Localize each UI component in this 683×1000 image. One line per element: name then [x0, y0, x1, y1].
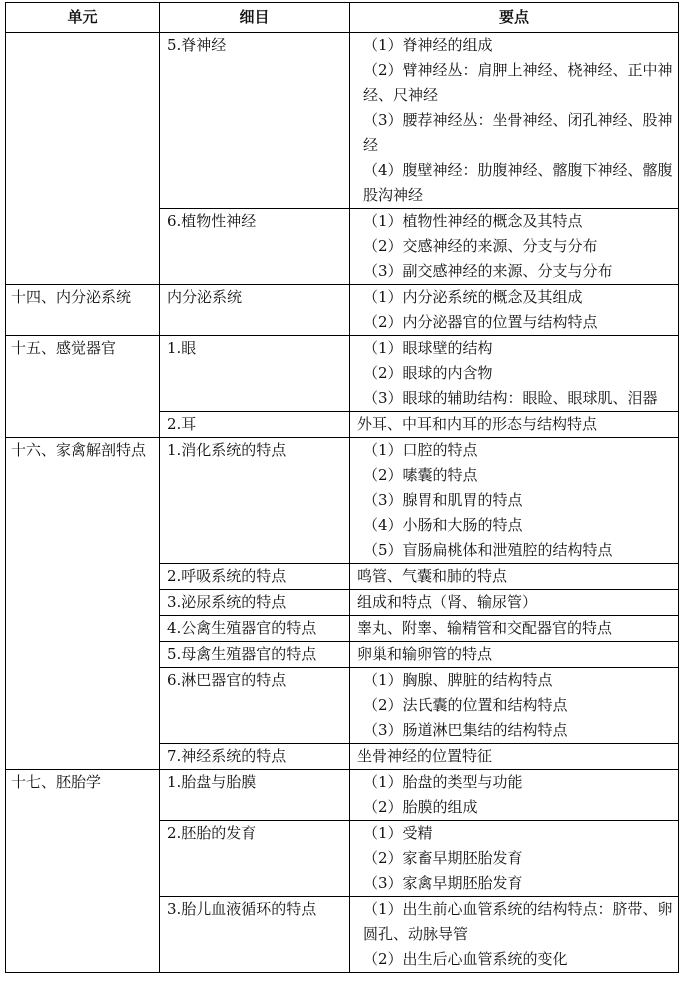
point-line: （3）肠道淋巴集结的结构特点: [363, 721, 568, 739]
item-cell: 2.耳: [160, 412, 350, 438]
item-cell: 7.神经系统的特点: [160, 744, 350, 770]
point-line: （1）脊神经的组成: [363, 36, 493, 54]
item-cell: 1.消化系统的特点: [160, 438, 350, 564]
points-cell: [350, 642, 679, 668]
header-unit: 单元: [6, 3, 160, 33]
table-row: [6, 770, 679, 821]
point-line: （2）出生后心血管系统的变化: [363, 950, 568, 968]
point-line: （1）出生前心血管系统的结构特点：脐带、卵圆孔、动脉导管: [363, 900, 673, 943]
item-cell: 2.呼吸系统的特点: [160, 564, 350, 590]
table-row: [6, 438, 679, 564]
point-line: （2）交感神经的来源、分支与分布: [363, 237, 598, 255]
point-line: （2）臂神经丛：肩胛上神经、桡神经、正中神经、尺神经: [363, 61, 673, 104]
points-cell: [350, 770, 679, 821]
unit-cell: 十六、家禽解剖特点: [6, 438, 160, 770]
item-cell: 6.植物性神经: [160, 209, 350, 285]
point-line: （5）盲肠扁桃体和泄殖腔的结构特点: [363, 541, 613, 559]
header-item: 细目: [160, 3, 350, 33]
item-cell: 3.胎儿血液循环的特点: [160, 897, 350, 973]
header-row: [6, 3, 679, 33]
item-cell: 3.泌尿系统的特点: [160, 590, 350, 616]
points-cell: [350, 821, 679, 897]
point-line: （2）法氏囊的位置和结构特点: [363, 696, 568, 714]
point-line: （4）腹壁神经：肋腹神经、髂腹下神经、髂腹股沟神经: [363, 161, 673, 204]
point-line: （3）眼球的辅助结构：眼睑、眼球肌、泪器: [363, 389, 658, 407]
points-cell: [350, 412, 679, 438]
point-line: （2）嗉囊的特点: [363, 466, 478, 484]
header-points: 要点: [350, 3, 679, 33]
point-line: （4）小肠和大肠的特点: [363, 516, 523, 534]
point-line: （1）内分泌系统的概念及其组成: [363, 288, 583, 306]
point-line: 坐骨神经的位置特征: [357, 747, 493, 765]
point-line: （1）胸腺、脾脏的结构特点: [363, 671, 553, 689]
item-cell: 2.胚胎的发育: [160, 821, 350, 897]
point-line: （1）植物性神经的概念及其特点: [363, 212, 583, 230]
item-cell: 5.脊神经: [160, 33, 350, 209]
points-cell: [350, 564, 679, 590]
points-cell: [350, 33, 679, 209]
point-line: （3）腺胃和肌胃的特点: [363, 491, 523, 509]
point-line: （1）胎盘的类型与功能: [363, 773, 523, 791]
point-line: （2）家畜早期胚胎发育: [363, 849, 523, 867]
point-line: （1）口腔的特点: [363, 441, 478, 459]
table-row: [6, 336, 679, 412]
point-line: 组成和特点（肾、输尿管）: [357, 593, 538, 611]
table-row: [6, 33, 679, 209]
syllabus-table: [5, 2, 679, 973]
item-cell: 6.淋巴器官的特点: [160, 668, 350, 744]
item-cell: 4.公禽生殖器官的特点: [160, 616, 350, 642]
unit-cell: 十七、胚胎学: [6, 770, 160, 973]
unit-cell: 十五、感觉器官: [6, 336, 160, 438]
unit-cell: [6, 33, 160, 285]
points-cell: [350, 438, 679, 564]
item-cell: 内分泌系统: [160, 285, 350, 336]
point-line: 睾丸、附睾、输精管和交配器官的特点: [357, 619, 613, 637]
point-line: 外耳、中耳和内耳的形态与结构特点: [357, 415, 598, 433]
points-cell: [350, 668, 679, 744]
point-line: （3）腰荐神经丛：坐骨神经、闭孔神经、股神经: [363, 111, 673, 154]
item-cell: 5.母禽生殖器官的特点: [160, 642, 350, 668]
points-cell: [350, 336, 679, 412]
point-line: （1）眼球壁的结构: [363, 339, 493, 357]
point-line: （1）受精: [363, 824, 433, 842]
table-row: [6, 285, 679, 336]
points-cell: [350, 209, 679, 285]
point-line: （3）副交感神经的来源、分支与分布: [363, 262, 613, 280]
point-line: 鸣管、气囊和肺的特点: [357, 567, 508, 585]
points-cell: [350, 616, 679, 642]
point-line: （3）家禽早期胚胎发育: [363, 874, 523, 892]
item-cell: 1.眼: [160, 336, 350, 412]
points-cell: [350, 744, 679, 770]
point-line: （2）内分泌器官的位置与结构特点: [363, 313, 598, 331]
points-cell: [350, 285, 679, 336]
unit-cell: 十四、内分泌系统: [6, 285, 160, 336]
points-cell: [350, 590, 679, 616]
point-line: （2）胎膜的组成: [363, 798, 478, 816]
item-cell: 1.胎盘与胎膜: [160, 770, 350, 821]
point-line: （2）眼球的内含物: [363, 364, 493, 382]
points-cell: [350, 897, 679, 973]
point-line: 卵巢和输卵管的特点: [357, 645, 493, 663]
